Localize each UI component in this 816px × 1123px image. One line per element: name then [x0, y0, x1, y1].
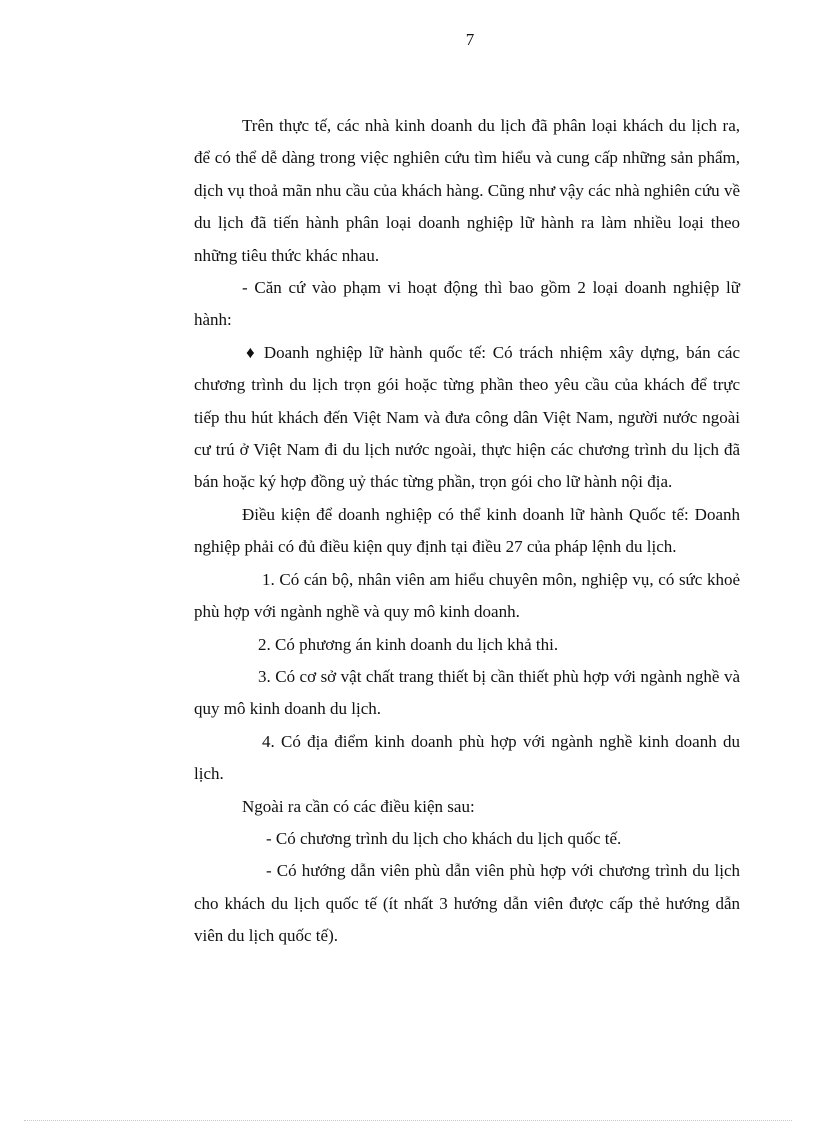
list-item-additional-2: - Có hướng dẫn viên phù dẫn viên phù hợp với chương trình du lịch cho khách du lịch quốc tế (ít nhất 3 hướng dẫn viên được cấp thẻ hướng dẫn viên du lịch quốc tế).	[194, 861, 740, 946]
page-number: 7	[465, 30, 475, 49]
paragraph-additional-conditions: Ngoài ra cần có các điều kiện sau:	[242, 796, 475, 816]
paragraph-international-operator: ♦ Doanh nghiệp lữ hành quốc tế: Có trách nhiệm xây dựng, bán các chương trình du lịch trọn gói hoặc từng phần theo yêu cầu của khách để trực tiếp thu hút khách đến Việt Nam và đưa công dân Việt Nam, người nước ngoài cư trú ở Việt Nam đi du lịch nước ngoài, thực hiện các chương trình du lịch đã bán hoặc ký hợp đồng uỷ thác từng phần, trọn gói cho lữ hành nội địa.	[194, 342, 740, 492]
paragraph-international-conditions: Điều kiện để doanh nghiệp có thể kinh doanh lữ hành Quốc tế: Doanh nghiệp phải có đủ điều kiện quy định tại điều 27 của pháp lệnh du lịch.	[194, 504, 740, 557]
document-body	[194, 110, 740, 953]
list-item-condition-2: 2. Có phương án kinh doanh du lịch khả thi.	[258, 634, 559, 654]
list-item-condition-4: 4. Có địa điểm kinh doanh phù hợp với ngành nghề kinh doanh du lịch.	[194, 731, 740, 784]
list-item-additional-1: - Có chương trình du lịch cho khách du lịch quốc tế.	[266, 828, 622, 848]
list-item-condition-1: 1. Có cán bộ, nhân viên am hiểu chuyên môn, nghiệp vụ, có sức khoẻ phù hợp với ngành nghề và quy mô kinh doanh.	[194, 569, 740, 622]
paragraph-classification-intro: Trên thực tế, các nhà kinh doanh du lịch đã phân loại khách du lịch ra, để có thể dễ dàng trong việc nghiên cứu tìm hiểu và cung cấp những sản phẩm, dịch vụ thoả mãn nhu cầu của khách hàng. Cũng như vậy các nhà nghiên cứu về du lịch đã tiến hành phân loại doanh nghiệp lữ hành ra làm nhiều loại theo những tiêu thức khác nhau.	[194, 116, 740, 265]
page-bottom-divider	[24, 1120, 792, 1121]
paragraph-scope-criterion: - Căn cứ vào phạm vi hoạt động thì bao gồm 2 loại doanh nghiệp lữ hành:	[194, 278, 740, 330]
list-item-condition-3: 3. Có cơ sở vật chất trang thiết bị cần thiết phù hợp với ngành nghề và quy mô kinh doanh du lịch.	[194, 666, 740, 719]
